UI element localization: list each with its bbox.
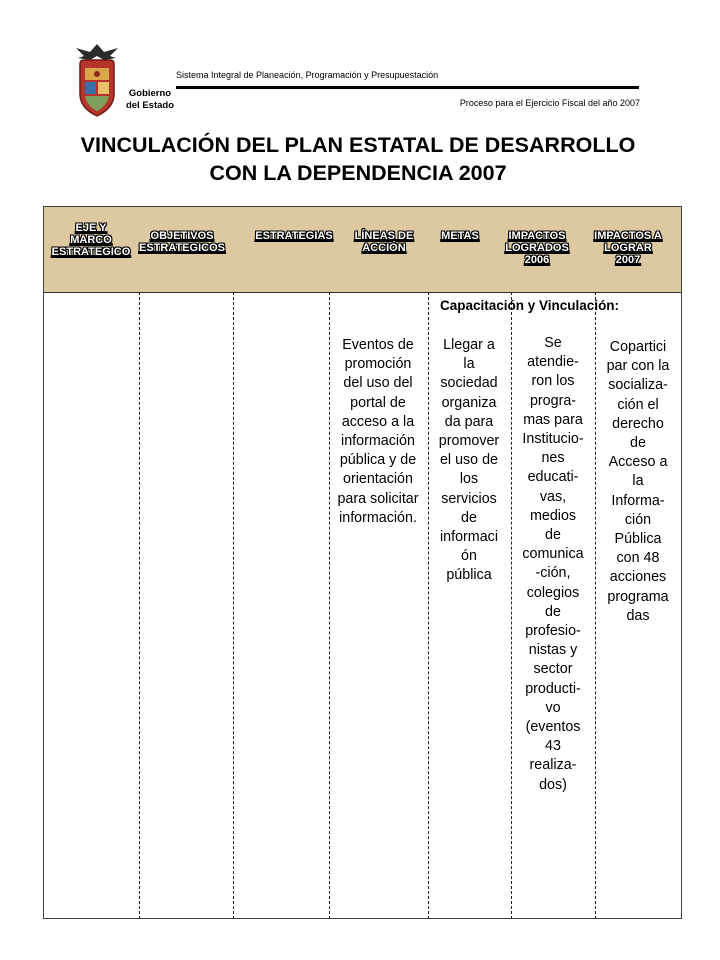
- cell-text-line: de: [545, 527, 561, 544]
- document-title: [0, 131, 716, 187]
- column-divider: [233, 292, 234, 919]
- cell-text-line: educati-: [527, 469, 579, 486]
- cell-text-line: la: [463, 356, 475, 373]
- column-header-impactos-lograr: IMPACTOS A LOGRAR 2007: [594, 230, 662, 266]
- cell-text-line: de: [630, 435, 646, 452]
- header-divider: [176, 86, 639, 89]
- cell-text-line: acciones: [609, 569, 667, 586]
- column-header-objetivos: OBJETIVOS ESTRATEGICOS: [139, 230, 225, 254]
- cell-text-line: Llegar a: [443, 337, 495, 353]
- cell-text-line: con 48: [616, 550, 660, 567]
- cell-text-line: nes: [541, 450, 565, 467]
- cell-text-line: promover: [438, 433, 500, 450]
- cell-impactos-logrados: [511, 334, 595, 795]
- cell-text-line: información.: [339, 509, 417, 526]
- cell-metas: [428, 336, 510, 586]
- cell-text-line: programa: [607, 588, 669, 605]
- cell-text-line: vo: [545, 699, 561, 716]
- cell-text-line: de: [461, 509, 477, 526]
- table-header: [44, 207, 681, 293]
- cell-text-line: Se: [544, 335, 562, 351]
- cell-text-line: medios: [529, 507, 577, 524]
- cell-text-line: Pública: [614, 531, 662, 548]
- cell-text-line: ron los: [531, 373, 575, 390]
- cell-text-line: del uso del: [343, 375, 413, 392]
- cell-text-line: para solicitar: [337, 490, 419, 507]
- cell-text-line: información: [341, 433, 415, 450]
- cell-text-line: portal de: [350, 394, 406, 411]
- cell-text-line: orientación: [343, 471, 413, 488]
- cell-text-line: comunica: [522, 546, 584, 563]
- government-label-line: Gobierno: [128, 88, 172, 99]
- cell-text-line: Acceso a: [608, 454, 668, 471]
- cell-text-line: Copartici: [609, 339, 667, 355]
- cell-text-line: ción el: [617, 396, 659, 413]
- cell-text-line: sociedad: [440, 375, 498, 392]
- cell-text-line: la: [632, 473, 644, 490]
- cell-text-line: acceso a la: [341, 413, 415, 430]
- cell-impactos-lograr: [595, 338, 681, 626]
- cell-text-line: Institucio-: [522, 431, 584, 448]
- cell-text-line: 43: [545, 738, 561, 755]
- cell-text-line: mas para: [523, 411, 583, 428]
- cell-text-line: dos): [539, 776, 567, 793]
- cell-text-line: (eventos: [525, 719, 581, 736]
- cell-text-line: nistas y: [528, 642, 578, 659]
- column-header-estrategias: ESTRATEGIAS: [255, 230, 333, 242]
- cell-text-line: derecho: [612, 415, 664, 432]
- document-title-line: VINCULACIÓN DEL PLAN ESTATAL DE DESARROLLO: [80, 133, 636, 157]
- cell-text-line: ón: [461, 548, 477, 565]
- cell-text-line: informaci: [440, 529, 498, 546]
- cell-text-line: sector: [533, 661, 573, 678]
- system-title: Sistema Integral de Planeación, Programación y Presupuestación: [176, 70, 439, 80]
- cell-text-line: pública: [446, 567, 492, 584]
- cell-text-line: producti-: [525, 680, 581, 697]
- cell-text-line: servicios: [441, 490, 497, 507]
- cell-text-line: profesio-: [525, 623, 581, 640]
- column-header-lineas-accion: LÍNEAS DE ACCIÓN: [354, 230, 414, 254]
- government-label-line: del Estado: [125, 100, 175, 111]
- cell-text-line: ción: [624, 511, 652, 528]
- cell-text-line: socializa-: [608, 377, 668, 394]
- cell-text-line: realiza-: [529, 757, 577, 774]
- cell-text-line: da para: [444, 413, 494, 430]
- cell-text-line: Informa-: [611, 492, 665, 509]
- column-header-impactos-logrados: IMPACTOS LOGRADOS 2006: [505, 230, 569, 266]
- cell-text-line: colegios: [526, 584, 580, 601]
- cell-text-line: organiza: [441, 394, 497, 411]
- cell-text-line: atendie-: [527, 354, 579, 371]
- cell-text-line: promoción: [344, 356, 412, 373]
- cell-text-line: progra-: [529, 392, 577, 409]
- cell-text-line: pública y de: [339, 452, 417, 469]
- cell-lineas-de-accion: [328, 336, 428, 528]
- process-label: Proceso para el Ejercicio Fiscal del año 2007: [459, 98, 640, 108]
- column-divider: [139, 292, 140, 919]
- document-title-line: CON LA DEPENDENCIA 2007: [209, 161, 507, 185]
- cell-text-line: das: [626, 607, 650, 624]
- cell-text-line: el uso de: [439, 452, 499, 469]
- cell-text-line: -ción,: [535, 565, 571, 582]
- cell-text-line: de: [545, 603, 561, 620]
- cell-text-line: los: [459, 471, 479, 488]
- cell-text-line: Eventos de: [342, 337, 414, 353]
- column-header-metas: METAS: [441, 230, 479, 242]
- cell-text-line: vas,: [539, 488, 567, 505]
- column-header-eje: EJE Y MARCO ESTRATEGICO: [51, 222, 131, 258]
- cell-text-line: par con la: [606, 358, 670, 375]
- section-heading: Capacitación y Vinculación:: [440, 298, 620, 313]
- government-label: [120, 88, 180, 112]
- state-crest-logo: [72, 42, 122, 118]
